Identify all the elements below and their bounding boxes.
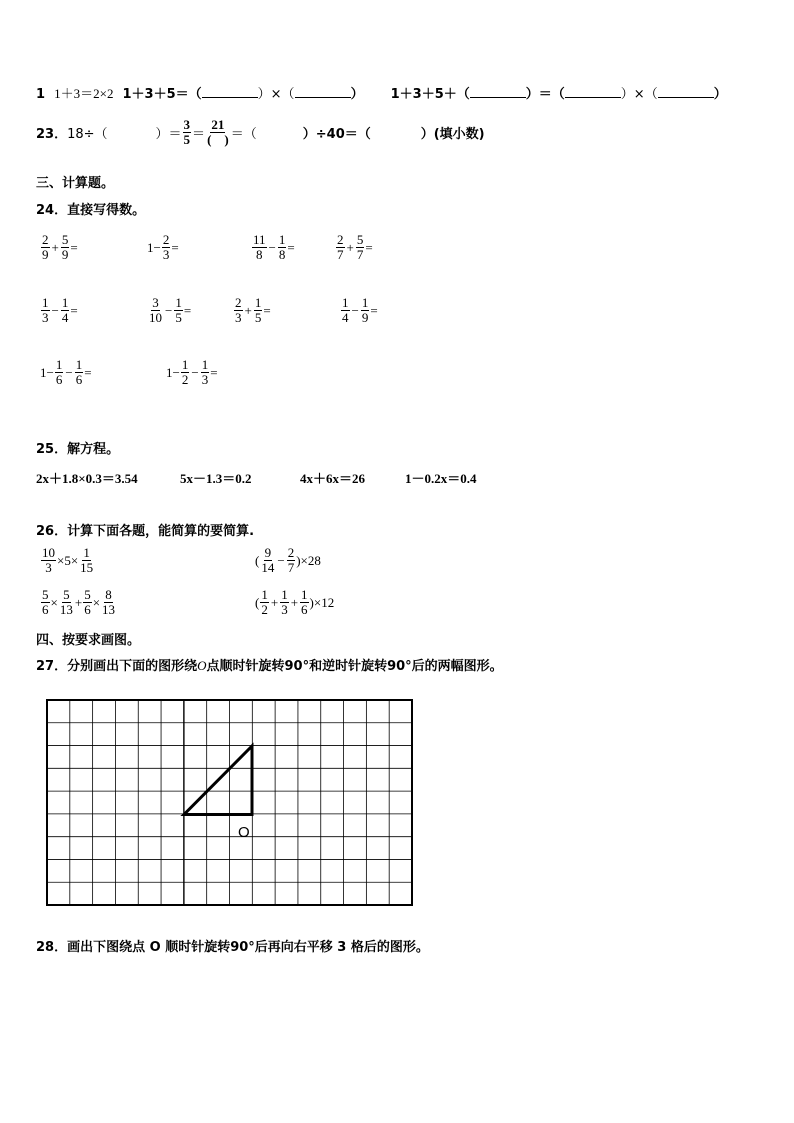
q28-title: 28．画出下图绕点 O 顺时针旋转90°后再向右平移 3 格后的图形。: [36, 940, 429, 955]
q22-blank-4[interactable]: [565, 86, 621, 98]
q22-mid2b: ）×（: [620, 87, 658, 102]
q22-mid1: ）×（: [257, 87, 295, 102]
q26-expr-3: $\frac{5}{6}$ × $\frac{5}{13}$ + $\frac{5}{6}$ × $\frac{8}{13}$: [42, 587, 116, 617]
q22-end2: ）: [713, 87, 727, 102]
q27-point-o: O: [197, 658, 207, 673]
q22-expr2: 1＋3＋5＋（: [390, 87, 470, 102]
q24-item-10: 1− $\frac{1}{2}$ − $\frac{1}{3}$ =: [166, 357, 218, 387]
q23-fraction-3-5: $\frac{3}{5}$: [183, 117, 191, 147]
q23-fraction-21: $\frac{21}{( )}$: [207, 117, 229, 147]
q22-blank-3[interactable]: [470, 86, 526, 98]
q23-line: [36, 118, 485, 147]
q22-blank-5[interactable]: [658, 86, 714, 98]
q24-item-1: $\frac{2}{9}$ + $\frac{5}{9}$ =: [42, 232, 78, 262]
q23-number: 23．: [36, 127, 68, 142]
q22-given: 1＋3＝2×2: [54, 86, 114, 101]
section-3-heading: 三、计算题。: [36, 176, 115, 191]
q23-eq3: ＝（: [230, 127, 257, 142]
q25-equation-1: 2x＋1.8×0.3＝3.54: [36, 471, 138, 486]
q23-eq2: ＝: [192, 127, 206, 142]
q24-item-5: $\frac{1}{3}$ − $\frac{1}{4}$ =: [42, 295, 78, 325]
q23-div40: ）÷40＝（: [302, 127, 371, 142]
q22-mid2a: ）＝（: [525, 87, 565, 102]
q24-item-8: $\frac{1}{4}$ − $\frac{1}{9}$ =: [342, 295, 378, 325]
q22-blank-1[interactable]: [202, 86, 258, 98]
q22-number: 1: [36, 87, 46, 102]
q25-equation-3: 4x＋6x＝26: [300, 471, 366, 486]
q27-grid[interactable]: [46, 699, 414, 907]
q22-blank-2[interactable]: [295, 86, 351, 98]
point-o-label: O: [238, 824, 250, 841]
q24-item-9: 1− $\frac{1}{6}$ − $\frac{1}{6}$ =: [40, 357, 92, 387]
q25-title: 25．解方程。: [36, 442, 120, 457]
q22-expr1: 1＋3＋5＝（: [122, 87, 202, 102]
section-4-heading: 四、按要求画图。: [36, 633, 141, 648]
q23-tail: ）(填小数): [420, 127, 485, 142]
q27-title: 27．分别画出下面的图形绕O点顺时针旋转90°和逆时针旋转90°后的两幅图形。: [36, 658, 503, 674]
q25-equation-2: 5x－1.3＝0.2: [180, 471, 252, 486]
q24-item-2: 1− $\frac{2}{3}$ =: [147, 232, 179, 262]
q22-line: [36, 83, 727, 102]
q24-item-6: $\frac{3}{10}$ − $\frac{1}{5}$ =: [149, 295, 192, 325]
q26-expr-1: $\frac{10}{3}$ ×5× $\frac{1}{15}$: [42, 545, 94, 575]
q26-expr-4: ( $\frac{1}{2}$ + $\frac{1}{3}$ + $\frac{1}{6}$ )×12: [255, 587, 335, 617]
grid-lines: [47, 700, 412, 905]
q26-title: 26．计算下面各题，能简算的要简算.: [36, 524, 255, 539]
q26-expr-2: ( $\frac{9}{14}$ − $\frac{2}{7}$ )×28: [255, 545, 321, 575]
q25-equation-4: 1－0.2x＝0.4: [405, 471, 477, 486]
q24-item-7: $\frac{2}{3}$ + $\frac{1}{5}$ =: [235, 295, 271, 325]
q22-end1: ）: [350, 87, 364, 102]
q24-item-4: $\frac{2}{7}$ + $\frac{5}{7}$ =: [337, 232, 373, 262]
q24-title: 24．直接写得数。: [36, 203, 146, 218]
triangle-shape: [184, 746, 252, 815]
q23-lead: 18÷（: [67, 127, 108, 142]
q23-eq1: ）＝: [155, 127, 182, 142]
q24-item-3: $\frac{11}{8}$ − $\frac{1}{8}$ =: [253, 232, 295, 262]
